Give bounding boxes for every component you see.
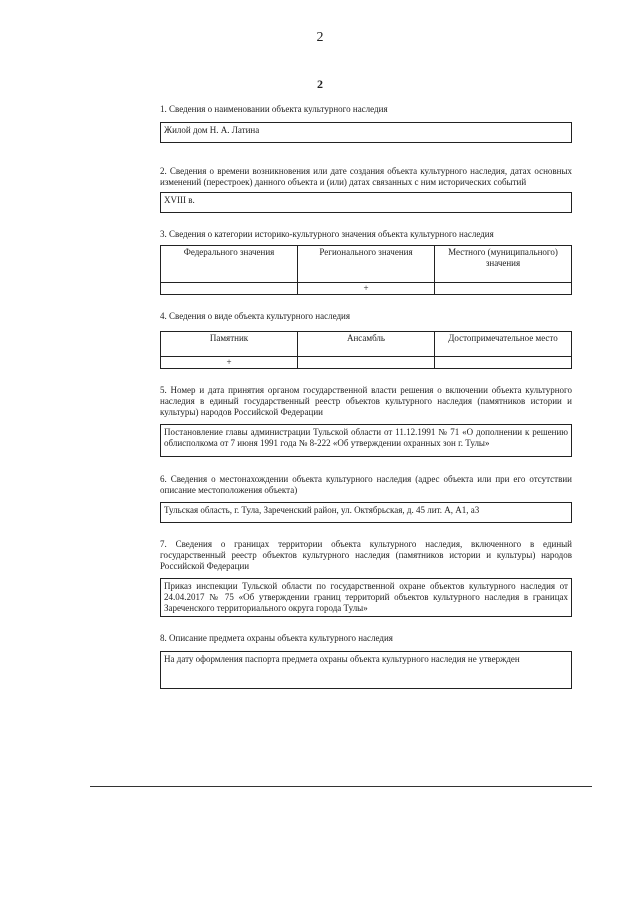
section-4-type-table — [160, 331, 572, 369]
page-number-top: 2 — [316, 30, 324, 45]
section-5-value: Постановление главы администрации Тульской области от 11.12.1991 № 71 «О дополнении к решению облисполкома от 7 июня 1991 года № 8-222 «Об утверждении охранных зон г. Тулы» — [164, 427, 568, 448]
section-6-value-box — [160, 502, 572, 523]
type-monument-header: Памятник — [161, 332, 298, 357]
section-8-heading: 8. Описание предмета охраны объекта культурного наследия — [160, 633, 393, 643]
category-local-mark — [435, 283, 572, 295]
category-regional-mark: + — [298, 283, 435, 295]
section-7-value: Приказ инспекции Тульской области по государственной охране объектов культурного наследия от 24.04.2017 № 75 «Об утверждении границ территорий объектов культурного наследия в границах Зареченского территориального округа города Тулы» — [164, 581, 568, 613]
category-local-header: Местного (муниципального) значения — [435, 246, 572, 283]
category-federal-mark — [161, 283, 298, 295]
section-8-value: На дату оформления паспорта предмета охраны объекта культурного наследия не утвержден — [164, 654, 520, 664]
type-monument-mark: + — [161, 357, 298, 369]
section-2-value-box — [160, 192, 572, 213]
section-5-heading: 5. Номер и дата принятия органом государственной власти решения о включении объекта культурного наследия в единый государственный реестр объектов культурного наследия (памятников истории и культуры) народов Российской Федерации — [160, 385, 572, 417]
category-regional-header: Регионального значения — [298, 246, 435, 283]
section-2-value: XVIII в. — [164, 195, 195, 205]
category-federal-header: Федерального значения — [161, 246, 298, 283]
section-8-value-box — [160, 651, 572, 689]
passport-content — [160, 104, 572, 689]
section-3-category-table — [160, 245, 572, 295]
page-number-inner: 2 — [317, 77, 323, 91]
section-4-heading: 4. Сведения о виде объекта культурного наследия — [160, 311, 351, 321]
section-5-value-box — [160, 424, 572, 457]
section-1-heading: 1. Сведения о наименовании объекта культурного наследия — [160, 104, 388, 114]
table-header-row — [161, 246, 572, 283]
section-1-value: Жилой дом Н. А. Латина — [164, 125, 260, 135]
type-landmark-header: Достопримечательное место — [435, 332, 572, 357]
section-6-heading: 6. Сведения о местонахождении объекта культурного наследия (адрес объекта или при его отсутствии описание местоположения объекта) — [160, 474, 572, 495]
bottom-divider — [90, 786, 592, 787]
section-6-value: Тульская область, г. Тула, Зареченский район, ул. Октябрьская, д. 45 лит. А, А1, а3 — [164, 505, 480, 515]
section-7-heading: 7. Сведения о границах территории объекта культурного наследия, включенного в единый государственный реестр объектов культурного наследия (памятников истории и культуры) народов Российской Федерации — [160, 539, 572, 571]
table-row — [161, 283, 572, 295]
type-ensemble-mark — [298, 357, 435, 369]
type-ensemble-header: Ансамбль — [298, 332, 435, 357]
section-7-value-box — [160, 578, 572, 617]
table-row — [161, 357, 572, 369]
section-2-heading: 2. Сведения о времени возникновения или дате создания объекта культурного наследия, датах основных изменений (перестроек) данного объекта и (или) датах связанных с ним исторических событий — [160, 166, 572, 187]
section-3-heading: 3. Сведения о категории историко-культурного значения объекта культурного наследия — [160, 229, 494, 239]
table-header-row — [161, 332, 572, 357]
section-1-value-box — [160, 122, 572, 143]
type-landmark-mark — [435, 357, 572, 369]
